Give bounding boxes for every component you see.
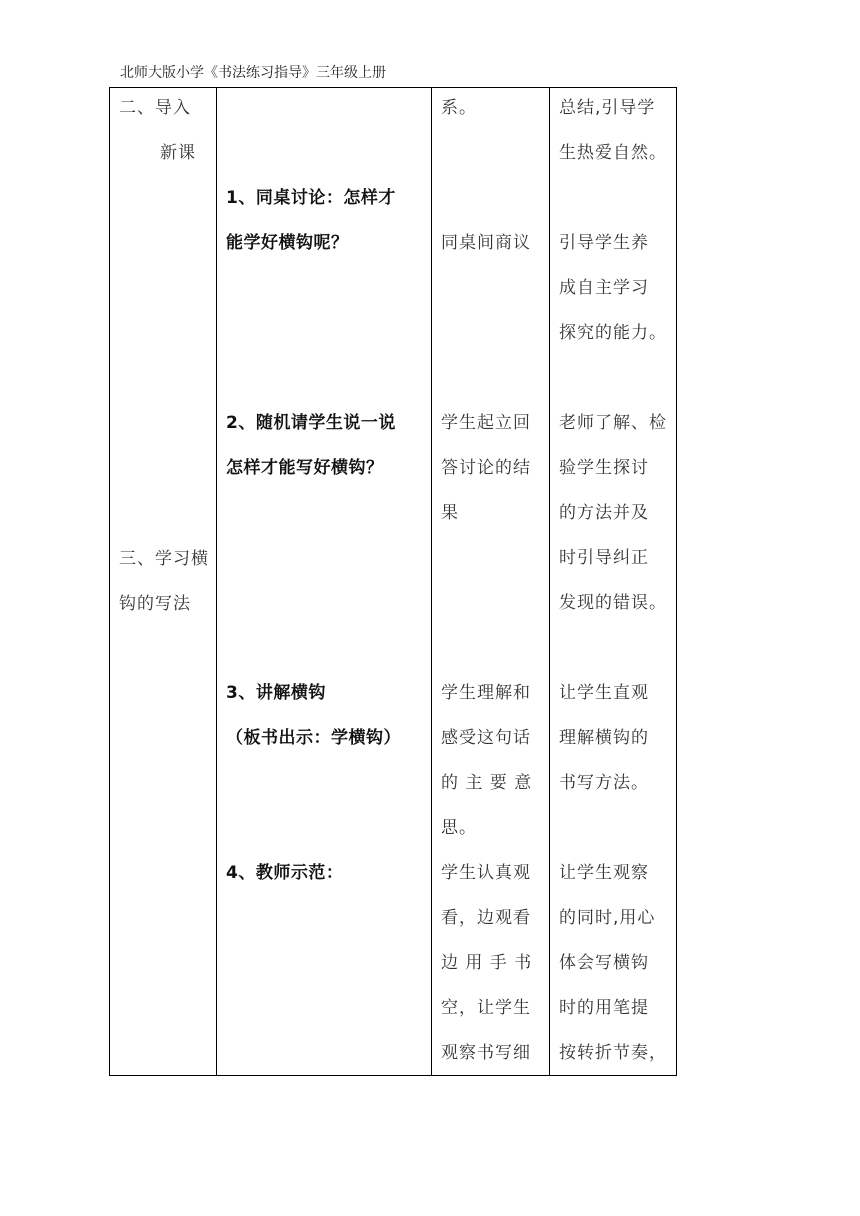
step4-line1: 4、教师示范： <box>226 863 344 883</box>
student-block4-line2: 看，边观看 <box>441 908 531 928</box>
student-block1: 同桌间商议 <box>441 233 531 253</box>
step1-line2: 能学好横钩呢？ <box>226 233 349 253</box>
document-header: 北师大版小学《书法练习指导》三年级上册 <box>120 65 386 81</box>
intent-block4-line3: 体会写横钩 <box>559 953 649 973</box>
lesson-plan-table <box>109 87 677 1076</box>
column-divider <box>216 88 217 1075</box>
step3-line1: 3、讲解横钩 <box>226 683 326 703</box>
student-block4-line3: 边 用 手 书 <box>441 953 533 973</box>
student-block3-line1: 学生理解和 <box>441 683 531 703</box>
student-block2-line2: 答讨论的结 <box>441 458 531 478</box>
intent-block2-line1: 老师了解、检 <box>559 413 667 433</box>
intent-block2-line5: 发现的错误。 <box>559 593 667 613</box>
section-learn-line1: 三、学习横 <box>119 549 209 569</box>
intent-block3-line2: 理解横钩的 <box>559 728 649 748</box>
step2-line1: 2、随机请学生说一说 <box>226 413 396 433</box>
intent-block0-line2: 生热爱自然。 <box>559 143 667 163</box>
intent-block3-line1: 让学生直观 <box>559 683 649 703</box>
step3-line2: （板书出示：学横钩） <box>226 728 401 748</box>
column-divider <box>431 88 432 1075</box>
section-learn-line2: 钩的写法 <box>119 594 191 614</box>
section-intro-line1: 二、导入 <box>119 98 191 118</box>
column-divider <box>549 88 550 1075</box>
intent-block2-line4: 时引导纠正 <box>559 548 649 568</box>
intent-block4-line5: 按转折节奏， <box>559 1043 667 1063</box>
student-block2-line3: 果 <box>441 503 459 523</box>
student-block4-line5: 观察书写细 <box>441 1043 531 1063</box>
student-block2-line1: 学生起立回 <box>441 413 531 433</box>
student-block3-line3: 的 主 要 意 <box>441 773 533 793</box>
student-block4-line4: 空，让学生 <box>441 998 531 1018</box>
student-block3-line2: 感受这句话 <box>441 728 531 748</box>
student-block4-line1: 学生认真观 <box>441 863 531 883</box>
intent-block4-line4: 时的用笔提 <box>559 998 649 1018</box>
step1-line1: 1、同桌讨论：怎样才 <box>226 188 396 208</box>
intent-block3-line3: 书写方法。 <box>559 773 649 793</box>
intent-block2-line2: 验学生探讨 <box>559 458 649 478</box>
intent-block1-line1: 引导学生养 <box>559 233 649 253</box>
student-block3-line4: 思。 <box>441 818 477 838</box>
intent-block2-line3: 的方法并及 <box>559 503 649 523</box>
intent-block4-line2: 的同时,用心 <box>559 908 656 928</box>
intent-block4-line1: 让学生观察 <box>559 863 649 883</box>
section-intro-line2: 新课 <box>160 143 196 163</box>
intent-block0-line1: 总结,引导学 <box>559 98 656 118</box>
intent-block1-line2: 成自主学习 <box>559 278 649 298</box>
student-block0: 系。 <box>441 98 477 118</box>
step2-line2: 怎样才能写好横钩？ <box>226 458 384 478</box>
intent-block1-line3: 探究的能力。 <box>559 323 667 343</box>
